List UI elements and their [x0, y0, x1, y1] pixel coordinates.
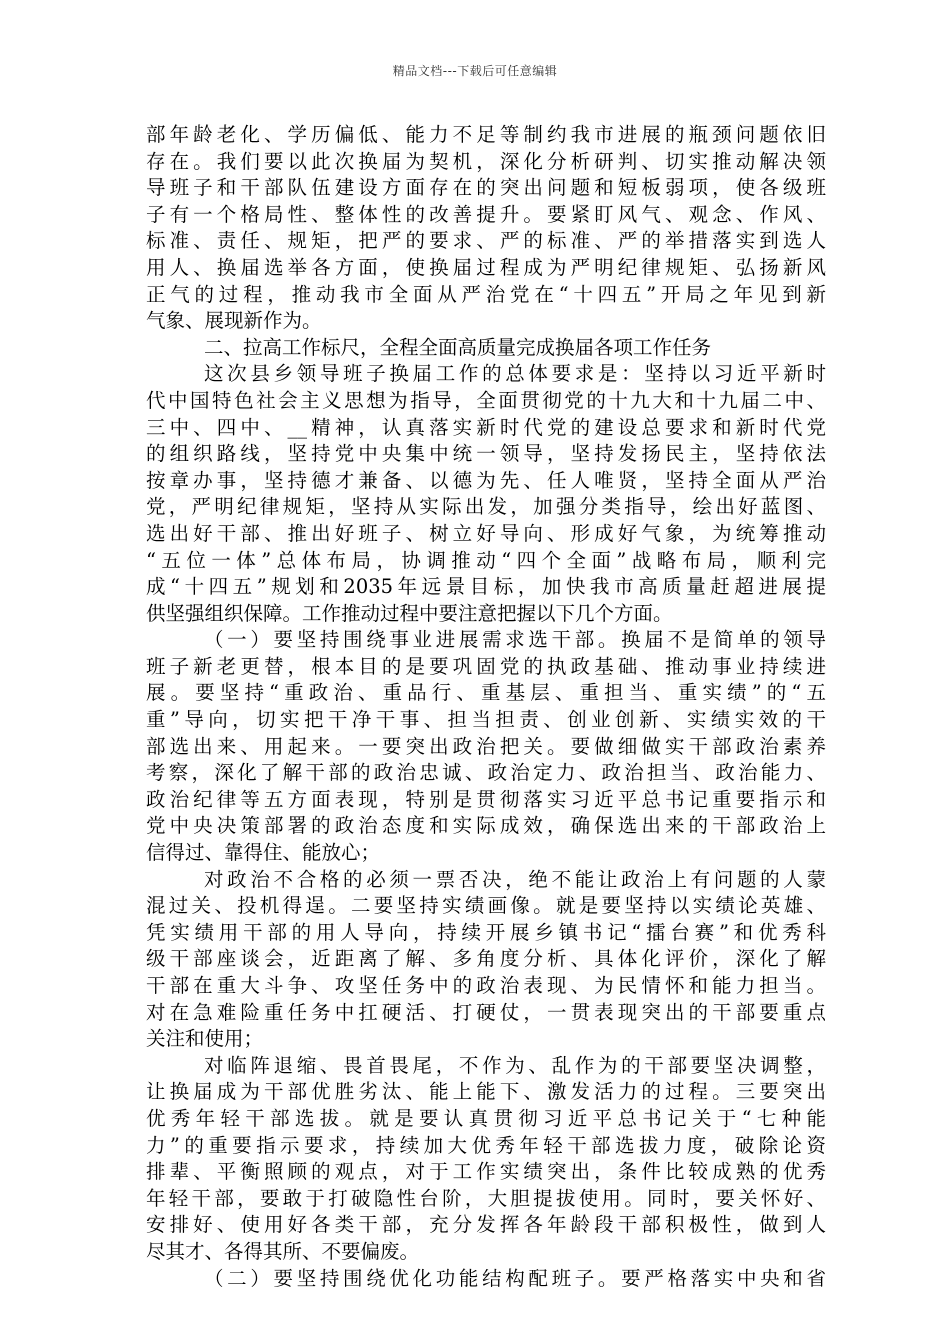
text-line: 的组织路线，坚持党中央集中统一领导，坚持发扬民主，坚持依法: [146, 442, 826, 466]
text-line: 部选出来、用起来。一要突出政治把关。要做细做实干部政治素养: [146, 734, 826, 758]
text-line: 让换届成为干部优胜劣汰、能上能下、激发活力的过程。三要突出: [146, 1080, 826, 1104]
text-line: 干部在重大斗争、攻坚任务中的政治表现、为民情怀和能力担当。: [146, 974, 826, 997]
text-line: 代中国特色社会主义思想为指导，全面贯彻党的十九大和十九届二中、: [146, 388, 826, 412]
text-line: 考察，深化了解干部的政治忠诚、政治定力、政治担当、政治能力、: [146, 761, 826, 785]
text-line: 导班子和干部队伍建设方面存在的突出问题和短板弱项，使各级班: [146, 176, 826, 200]
text-line: 级干部座谈会，近距离了解、多角度分析、具体化评价，深化了解: [146, 947, 826, 971]
text-line: 成“十四五”规划和2035年远景目标，加快我市高质量赶超进展提: [146, 575, 826, 599]
text-line: 政治纪律等五方面表现，特别是贯彻落实习近平总书记重要指示和: [146, 787, 826, 811]
text-line: 班子新老更替，根本目的是要巩固党的执政基础、推动事业持续进: [146, 654, 826, 678]
text-line: 按章办事，坚持德才兼备、以德为先、任人唯贤，坚持全面从严治: [146, 468, 826, 492]
text-line: 展。要坚持“重政治、重品行、重基层、重担当、重实绩”的“五: [146, 681, 826, 705]
text-line: “五位一体”总体布局，协调推动“四个全面”战略布局，顺利完: [146, 548, 826, 572]
text-line: 力”的重要指示要求，持续加大优秀年轻干部选拔力度，破除论资: [146, 1133, 826, 1157]
text-line: 信得过、靠得住、能放心；: [146, 841, 381, 865]
text-line: 三中、四中、__精神，认真落实新时代党的建设总要求和新时代党: [146, 415, 826, 439]
text-line: 党，严明纪律规矩，坚持从实际出发，加强分类指导，绘出好蓝图、: [146, 495, 826, 519]
page-header: 精品文档---下载后可任意编辑: [392, 64, 558, 78]
text-line: 关注和使用；: [146, 1027, 264, 1051]
text-line: 正气的过程，推动我市全面从严治党在“十四五”开局之年见到新: [146, 282, 826, 306]
section-heading: 二、拉高工作标尺，全程全面高质量完成换届各项工作任务: [204, 335, 712, 359]
text-line: 凭实绩用干部的用人导向，持续开展乡镇书记“擂台赛”和优秀科: [146, 920, 826, 944]
text-line: 混过关、投机得逞。二要坚持实绩画像。就是要坚持以实绩论英雄、: [146, 894, 826, 918]
text-line: 子有一个格局性、整体性的改善提升。要紧盯风气、观念、作风、: [146, 202, 826, 226]
text-line: 年轻干部，要敢于打破隐性台阶，大胆提拔使用。同时，要关怀好、: [146, 1186, 826, 1210]
text-line: 这次县乡领导班子换届工作的总体要求是：坚持以习近平新时: [204, 362, 826, 386]
text-line: 对政治不合格的必须一票否决，绝不能让政治上有问题的人蒙: [204, 867, 826, 891]
text-line: 选出好干部、推出好班子、树立好导向、形成好气象，为统筹推动: [146, 521, 826, 545]
text-line: 用人、换届选举各方面，使换届过程成为严明纪律规矩、弘扬新风: [146, 255, 826, 279]
text-line: 安排好、使用好各类干部，充分发挥各年龄段干部积极性，做到人: [146, 1213, 826, 1237]
document-body: [146, 122, 826, 1292]
subsection-heading: （一）要坚持围绕事业进展需求选干部。换届不是简单的领导: [204, 628, 826, 652]
subsection-heading: （二）要坚持围绕优化功能结构配班子。要严格落实中央和省: [204, 1266, 826, 1290]
text-line: 优秀年轻干部选拔。就是要认真贯彻习近平总书记关于“七种能: [146, 1106, 826, 1130]
text-line: 存在。我们要以此次换届为契机，深化分析研判、切实推动解决领: [146, 149, 826, 173]
text-line: 重”导向，切实把干净干事、担当担责、创业创新、实绩实效的干: [146, 708, 826, 732]
text-line: 供坚强组织保障。工作推动过程中要注意把握以下几个方面。: [146, 601, 673, 625]
text-line: 尽其才、各得其所、不要偏废。: [146, 1239, 420, 1263]
text-line: 排辈、平衡照顾的观点，对于工作实绩突出，条件比较成熟的优秀: [146, 1160, 826, 1184]
text-line: 气象、展现新作为。: [146, 309, 322, 333]
text-line: 部年龄老化、学历偏低、能力不足等制约我市进展的瓶颈问题依旧: [146, 123, 826, 146]
text-line: 党中央决策部署的政治态度和实际成效，确保选出来的干部政治上: [146, 814, 826, 838]
text-line: 对临阵退缩、畏首畏尾，不作为、乱作为的干部要坚决调整，: [204, 1053, 826, 1077]
text-line: 标准、责任、规矩，把严的要求、严的标准、严的举措落实到选人: [146, 229, 826, 253]
text-line: 对在急难险重任务中扛硬活、打硬仗，一贯表现突出的干部要重点: [146, 1000, 826, 1024]
